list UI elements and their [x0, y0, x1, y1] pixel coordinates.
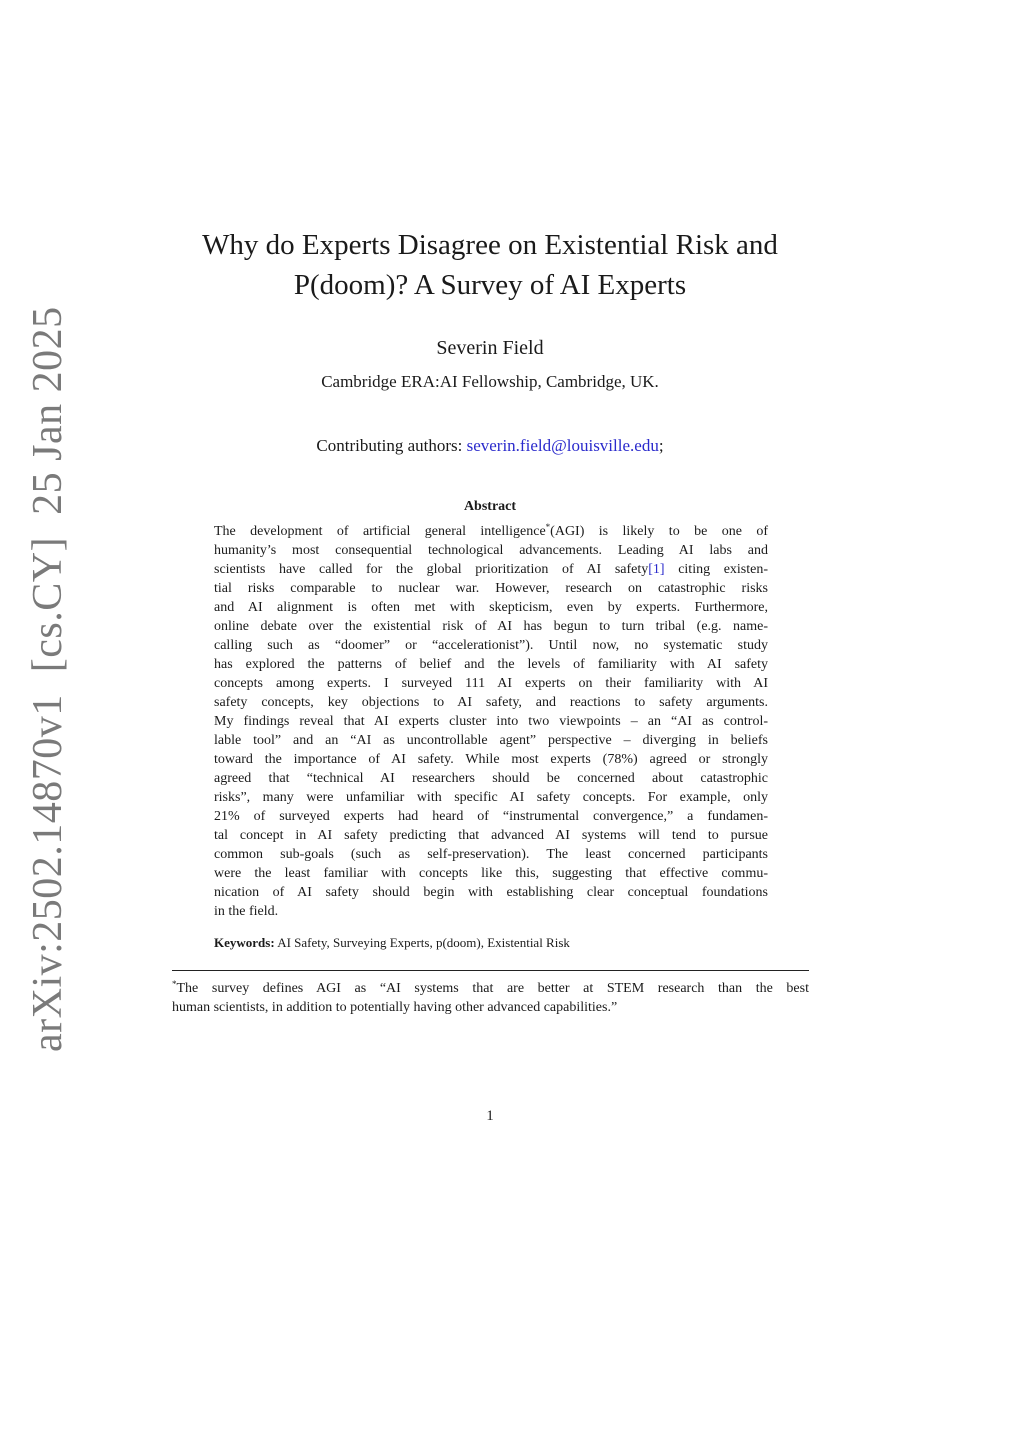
keywords-label: Keywords: [214, 935, 275, 950]
abstract-line: safety concepts, key objections to AI safety, and reactions to safety arguments. [214, 695, 768, 710]
abstract-line-text: The development of artificial general intelligence [214, 524, 546, 539]
title-line: Why do Experts Disagree on Existential Risk and [202, 229, 778, 261]
footnote-line: human scientists, in addition to potentially having other advanced capabilities.” [172, 1000, 618, 1015]
abstract-line: concepts among experts. I surveyed 111 AI experts on their familiarity with AI [214, 676, 768, 691]
abstract-heading: Abstract [463, 499, 517, 514]
abstract-line: humanity’s most consequential technological advancements. Leading AI labs and [214, 543, 768, 558]
page-number: 1 [486, 1108, 494, 1124]
abstract-line: lable tool” and an “AI as uncontrollable agent” perspective – diverging in beliefs [214, 733, 768, 748]
arxiv-identifier-stamp: arXiv:2502.14870v1 [cs.CY] 25 Jan 2025 [25, 306, 71, 1052]
contributing-authors [190, 434, 790, 458]
footnote [172, 979, 809, 1017]
abstract-line: My findings reveal that AI experts cluster into two viewpoints – an “AI as control- [214, 714, 768, 729]
abstract-line-text: scientists have called for the global prioritization of AI safety [214, 562, 649, 577]
footnote-marker: * [172, 979, 177, 989]
abstract-line: online debate over the existential risk of AI has begun to turn tribal (e.g. name- [214, 619, 768, 634]
keywords [214, 934, 774, 952]
keywords-text: AI Safety, Surveying Experts, p(doom), Existential Risk [274, 935, 570, 950]
author-email-link[interactable]: severin.field@louisville.edu [466, 436, 659, 455]
abstract-line: agreed that “technical AI researchers should be concerned about catastrophic [214, 771, 768, 786]
footnote-line [172, 979, 809, 998]
abstract-line: tal concept in AI safety predicting that advanced AI systems will tend to pursue [214, 828, 768, 843]
abstract-line: nication of AI safety should begin with establishing clear conceptual foundations [214, 885, 768, 900]
title-line: P(doom)? A Survey of AI Experts [293, 269, 687, 301]
author-affiliation: Cambridge ERA:AI Fellowship, Cambridge, UK. [321, 372, 659, 391]
abstract-line: tial risks comparable to nuclear war. However, research on catastrophic risks [214, 581, 768, 596]
footnote-divider [172, 970, 809, 971]
author-name: Severin Field [436, 337, 544, 359]
abstract-line-text: citing existen- [664, 562, 769, 577]
contributing-label: Contributing authors: [316, 436, 467, 455]
footnote-line-text: The survey defines AGI as “AI systems that are better at STEM research than the best [176, 981, 809, 996]
abstract-line: has explored the patterns of belief and the levels of familiarity with AI safety [214, 657, 768, 672]
abstract-line [214, 560, 768, 579]
abstract-line: and AI alignment is often met with skepticism, even by experts. Furthermore, [214, 600, 768, 615]
citation-link[interactable]: [1] [648, 562, 665, 577]
footnote-marker[interactable]: * [545, 522, 551, 532]
abstract-line: in the field. [214, 904, 279, 919]
abstract-line: toward the importance of AI safety. While most experts (78%) agreed or strongly [214, 752, 768, 767]
contributing-suffix: ; [658, 436, 664, 455]
abstract-line [214, 522, 768, 541]
abstract-line: calling such as “doomer” or “accelerationist”). Until now, no systematic study [214, 638, 768, 653]
abstract-body [214, 522, 768, 921]
abstract-line-text: (AGI) is likely to be one of [550, 524, 768, 539]
abstract-line: risks”, many were unfamiliar with specific AI safety concepts. For example, only [214, 790, 768, 805]
abstract-line: were the least familiar with concepts like this, suggesting that effective commu- [214, 866, 768, 881]
abstract-line: common sub-goals (such as self-preservation). The least concerned participants [214, 847, 768, 862]
paper-title [150, 225, 830, 305]
abstract-line: 21% of surveyed experts had heard of “instrumental convergence,” a fundamen- [214, 809, 768, 824]
